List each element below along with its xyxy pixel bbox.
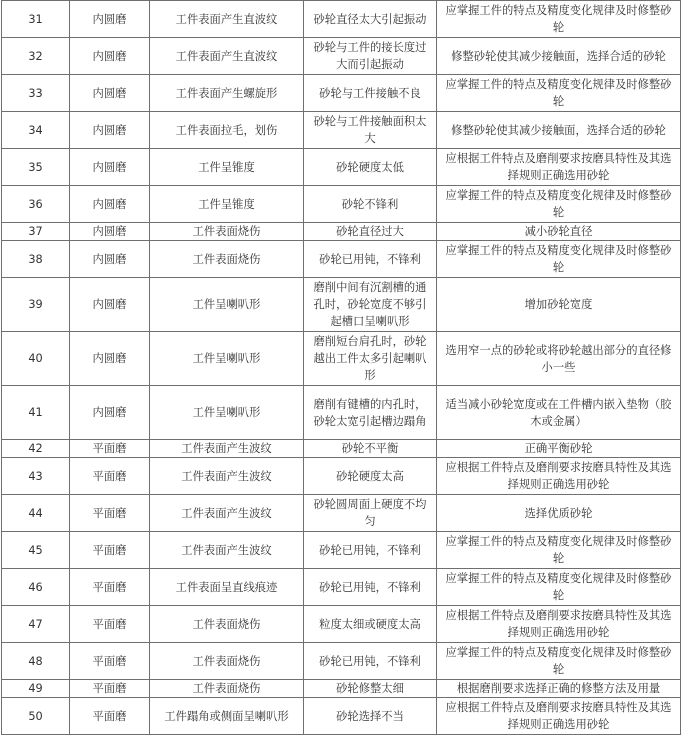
- defect-cell: 工件表面烧伤: [150, 643, 304, 680]
- remedy-cell: 应掌握工件的特点及精度变化规律及时修整砂轮: [437, 75, 681, 112]
- defect-cell: 工件表面产生直波纹: [150, 1, 304, 38]
- table-row: [2, 440, 681, 458]
- remedy-cell: 选择优质砂轮: [437, 495, 681, 532]
- remedy-cell: 正确平衡砂轮: [437, 440, 681, 458]
- cause-cell: 砂轮不平衡: [304, 440, 437, 458]
- grinding-type: 平面磨: [70, 569, 150, 606]
- cause-cell: 砂轮已用钝，不锋利: [304, 241, 437, 278]
- table-row: [2, 241, 681, 278]
- cause-cell: 砂轮已用钝，不锋利: [304, 569, 437, 606]
- row-number: 49: [2, 680, 70, 698]
- row-number: 45: [2, 532, 70, 569]
- grinding-type: 平面磨: [70, 698, 150, 735]
- table-row: [2, 495, 681, 532]
- table-row: [2, 75, 681, 112]
- remedy-cell: 修整砂轮使其减少接触面，选择合适的砂轮: [437, 112, 681, 149]
- table-row: [2, 149, 681, 186]
- remedy-cell: 应掌握工件的特点及精度变化规律及时修整砂轮: [437, 643, 681, 680]
- table-row: [2, 569, 681, 606]
- defect-cell: 工件呈喇叭形: [150, 386, 304, 440]
- grinding-type: 内圆磨: [70, 38, 150, 75]
- row-number: 46: [2, 569, 70, 606]
- remedy-cell: 应掌握工件的特点及精度变化规律及时修整砂轮: [437, 1, 681, 38]
- row-number: 48: [2, 643, 70, 680]
- cause-cell: 粒度太细或硬度太高: [304, 606, 437, 643]
- cause-cell: 砂轮与工件的接长度过大而引起振动: [304, 38, 437, 75]
- remedy-cell: 应掌握工件的特点及精度变化规律及时修整砂轮: [437, 186, 681, 223]
- table-row: [2, 386, 681, 440]
- remedy-cell: 减小砂轮直径: [437, 223, 681, 241]
- cause-cell: 砂轮与工件接触不良: [304, 75, 437, 112]
- table-body: [2, 1, 681, 735]
- table-row: [2, 1, 681, 38]
- remedy-cell: 应掌握工件的特点及精度变化规律及时修整砂轮: [437, 532, 681, 569]
- defect-cell: 工件呈喇叭形: [150, 278, 304, 332]
- defect-cell: 工件表面产生波纹: [150, 440, 304, 458]
- defect-cell: 工件表面产生直波纹: [150, 38, 304, 75]
- cause-cell: 砂轮直径过大: [304, 223, 437, 241]
- remedy-cell: 应根据工件特点及磨削要求按磨具特性及其选择规则正确选用砂轮: [437, 458, 681, 495]
- grinding-type: 内圆磨: [70, 1, 150, 38]
- defect-cell: 工件表面烧伤: [150, 241, 304, 278]
- grinding-type: 内圆磨: [70, 241, 150, 278]
- remedy-cell: 应掌握工件的特点及精度变化规律及时修整砂轮: [437, 569, 681, 606]
- remedy-cell: 增加砂轮宽度: [437, 278, 681, 332]
- row-number: 35: [2, 149, 70, 186]
- remedy-cell: 修整砂轮使其减少接触面，选择合适的砂轮: [437, 38, 681, 75]
- cause-cell: 砂轮硬度太高: [304, 458, 437, 495]
- row-number: 36: [2, 186, 70, 223]
- table-row: [2, 643, 681, 680]
- cause-cell: 砂轮已用钝，不锋利: [304, 643, 437, 680]
- defect-cell: 工件蹋角或侧面呈喇叭形: [150, 698, 304, 735]
- grinding-type: 平面磨: [70, 440, 150, 458]
- row-number: 32: [2, 38, 70, 75]
- cause-cell: 砂轮与工件接触面积太大: [304, 112, 437, 149]
- grinding-type: 内圆磨: [70, 332, 150, 386]
- grinding-type: 平面磨: [70, 643, 150, 680]
- cause-cell: 砂轮不锋利: [304, 186, 437, 223]
- defect-cell: 工件表面产生波纹: [150, 458, 304, 495]
- row-number: 42: [2, 440, 70, 458]
- row-number: 34: [2, 112, 70, 149]
- cause-cell: 砂轮直径太大引起振动: [304, 1, 437, 38]
- remedy-cell: 应根据工件特点及磨削要求按磨具特性及其选择规则正确选用砂轮: [437, 606, 681, 643]
- table-row: [2, 278, 681, 332]
- cause-cell: 砂轮圆周面上硬度不均匀: [304, 495, 437, 532]
- cause-cell: 砂轮硬度太低: [304, 149, 437, 186]
- table-row: [2, 223, 681, 241]
- row-number: 39: [2, 278, 70, 332]
- remedy-cell: 应根据工件特点及磨削要求按磨具特性及其选择规则正确选用砂轮: [437, 149, 681, 186]
- remedy-cell: 应掌握工件的特点及精度变化规律及时修整砂轮: [437, 241, 681, 278]
- defect-cell: 工件呈锥度: [150, 186, 304, 223]
- grinding-type: 内圆磨: [70, 149, 150, 186]
- defect-cell: 工件表面烧伤: [150, 223, 304, 241]
- grinding-type: 平面磨: [70, 680, 150, 698]
- cause-cell: 砂轮选择不当: [304, 698, 437, 735]
- row-number: 38: [2, 241, 70, 278]
- cause-cell: 磨削中间有沉割槽的通孔时，砂轮宽度不够引起槽口呈喇叭形: [304, 278, 437, 332]
- grinding-type: 平面磨: [70, 495, 150, 532]
- defect-cell: 工件表面产生螺旋形: [150, 75, 304, 112]
- grinding-type: 平面磨: [70, 532, 150, 569]
- defect-cell: 工件表面产生波纹: [150, 532, 304, 569]
- grinding-type: 内圆磨: [70, 112, 150, 149]
- row-number: 41: [2, 386, 70, 440]
- remedy-cell: 适当减小砂轮宽度或在工件槽内嵌入垫物（胶木或金属）: [437, 386, 681, 440]
- grinding-defects-table: [1, 0, 681, 735]
- table-row: [2, 112, 681, 149]
- table-row: [2, 332, 681, 386]
- defect-cell: 工件呈锥度: [150, 149, 304, 186]
- table-row: [2, 606, 681, 643]
- row-number: 43: [2, 458, 70, 495]
- table-row: [2, 458, 681, 495]
- row-number: 50: [2, 698, 70, 735]
- table-row: [2, 680, 681, 698]
- grinding-type: 内圆磨: [70, 223, 150, 241]
- cause-cell: 磨削有键槽的内孔时，砂轮太宽引起槽边蹋角: [304, 386, 437, 440]
- grinding-type: 平面磨: [70, 458, 150, 495]
- grinding-type: 内圆磨: [70, 278, 150, 332]
- defect-cell: 工件表面烧伤: [150, 606, 304, 643]
- grinding-type: 内圆磨: [70, 75, 150, 112]
- table-row: [2, 186, 681, 223]
- remedy-cell: 根据磨削要求选择正确的修整方法及用量: [437, 680, 681, 698]
- table-row: [2, 38, 681, 75]
- remedy-cell: 选用窄一点的砂轮或将砂轮越出部分的直径修小一些: [437, 332, 681, 386]
- row-number: 40: [2, 332, 70, 386]
- defect-cell: 工件呈喇叭形: [150, 332, 304, 386]
- defect-cell: 工件表面呈直线痕迹: [150, 569, 304, 606]
- cause-cell: 砂轮已用钝，不锋利: [304, 532, 437, 569]
- table-row: [2, 532, 681, 569]
- defect-cell: 工件表面拉毛，划伤: [150, 112, 304, 149]
- row-number: 33: [2, 75, 70, 112]
- grinding-type: 内圆磨: [70, 186, 150, 223]
- cause-cell: 砂轮修整太细: [304, 680, 437, 698]
- row-number: 44: [2, 495, 70, 532]
- table-row: [2, 698, 681, 735]
- cause-cell: 磨削短台肩孔时，砂轮越出工件太多引起喇叭形: [304, 332, 437, 386]
- defect-cell: 工件表面烧伤: [150, 680, 304, 698]
- row-number: 47: [2, 606, 70, 643]
- row-number: 31: [2, 1, 70, 38]
- row-number: 37: [2, 223, 70, 241]
- grinding-type: 平面磨: [70, 606, 150, 643]
- defect-cell: 工件表面产生波纹: [150, 495, 304, 532]
- grinding-type: 内圆磨: [70, 386, 150, 440]
- remedy-cell: 应根据工件特点及磨削要求按磨具特性及其选择规则正确选用砂轮: [437, 698, 681, 735]
